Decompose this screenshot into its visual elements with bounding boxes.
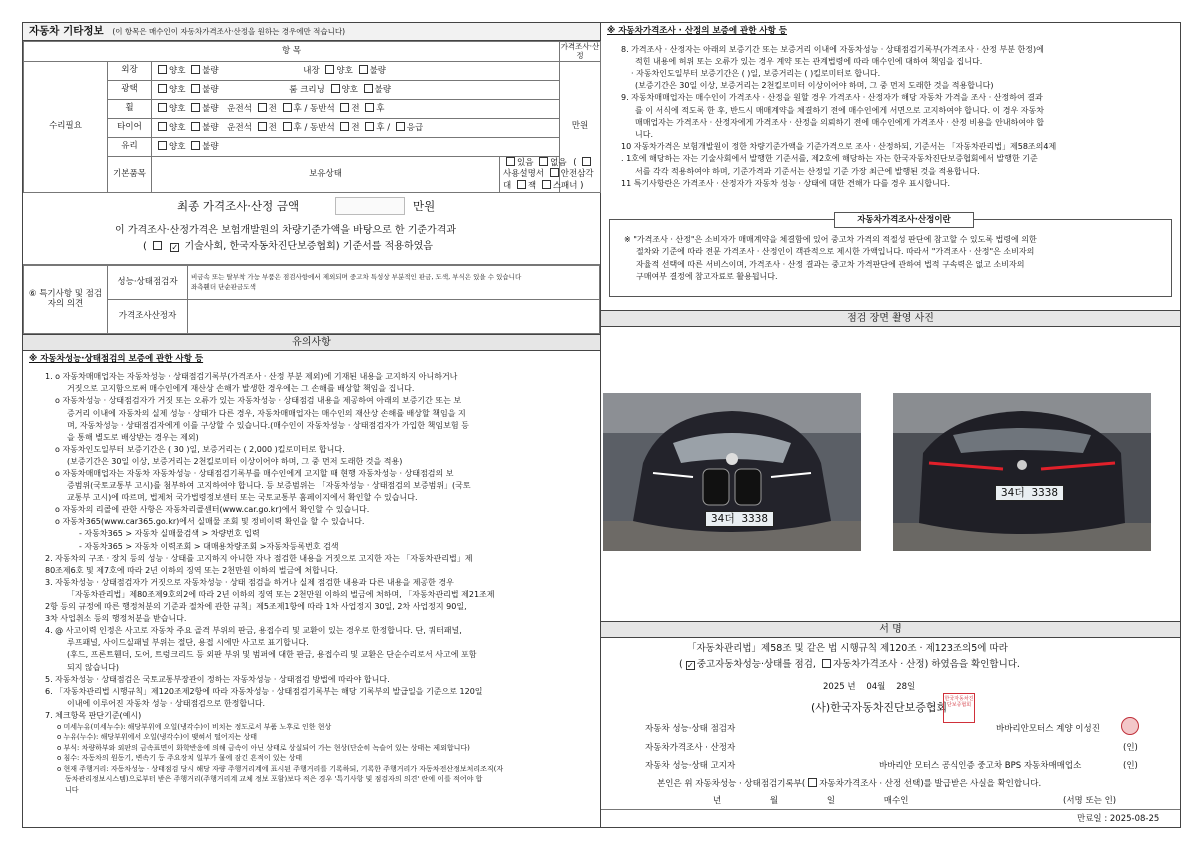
date: 2025 년 04월 28일 bbox=[823, 682, 916, 692]
price-info-box-text bbox=[610, 220, 1171, 283]
checkbox[interactable] bbox=[158, 84, 167, 93]
guarantee-list-line: 니다. bbox=[635, 130, 653, 140]
criteria-line: o 현재 주행거리: 자동차성능 · 상태점검 당시 해당 자량 주행거리계에 표시된 주행거리를 기록하되, 기록한 주행거리가 자동차전산정보처리조직(자 bbox=[57, 764, 504, 773]
front-car-image bbox=[603, 393, 861, 551]
checkbox[interactable] bbox=[191, 103, 200, 112]
left-column bbox=[23, 23, 601, 827]
buyer-date-line: 년 월 일 매수인 bbox=[713, 796, 909, 806]
checkbox[interactable] bbox=[396, 122, 405, 131]
caution-list-line: 7. 체크항목 판단기준(예시) bbox=[45, 710, 142, 720]
checkbox[interactable] bbox=[506, 157, 515, 166]
col-price-header: 가격조사·산정 bbox=[560, 42, 600, 61]
caution-list-line: 3. 자동차성능 · 상태점검자가 거짓으로 자동차성능 · 상태 점검을 하거나 실제 점검한 내용과 다른 내용을 제공한 경우 bbox=[45, 577, 454, 587]
caution-list-line: 2. 자동차의 구조 · 장치 등의 성능 · 상태를 고지하지 아니한 자나 점검한 내용을 거짓으로 고지한 자는 「자동차관리법」제 bbox=[45, 553, 473, 563]
guarantee-list-line: 11 특기사항란은 가격조사 · 산정자가 자동차 성능 · 상태에 대한 견해가 다를 경우 표시합니다. bbox=[621, 178, 951, 188]
row-gloss: 광택 bbox=[108, 80, 152, 99]
inspector-seal-icon bbox=[1121, 717, 1139, 735]
price-info-box bbox=[609, 215, 1172, 297]
checkbox[interactable] bbox=[191, 84, 200, 93]
guarantee-list-line: . 1호에 해당하는 자는 기술사회에서 발행한 기준서를, 제2호에 해당하는 자는 한국자동차진단보증협회에서 발행한 기준 bbox=[621, 154, 1038, 164]
row-glass: 유리 bbox=[108, 137, 152, 156]
checkbox[interactable] bbox=[258, 103, 267, 112]
checkbox[interactable] bbox=[283, 103, 292, 112]
guarantee-list bbox=[601, 40, 1180, 190]
repair-label: 수리필요 bbox=[24, 61, 108, 192]
row-tire: 타이어 bbox=[108, 118, 152, 137]
sign-or-seal: (서명 또는 인) bbox=[1063, 796, 1117, 806]
caution-list-line: - 자동차365 > 자동차 이력조회 > 대매용차량조회 >자동차등록번호 검색 bbox=[79, 541, 339, 551]
guarantee-list-line: 를 이 서식에 적도록 한 후, 반드시 매매계약을 체결하기 전에 매수인에게 서면으로 고지하여야 합니다. 이 경우 자동차 bbox=[635, 105, 1044, 115]
caution-list-line: - 자동차365 > 자동차 실매물검색 > 차량번호 입력 bbox=[79, 529, 260, 539]
price-unit: 만원 bbox=[560, 61, 601, 192]
criteria-line: o 누유(누수): 해당부위에서 오일(냉각수)이 맺혀서 떨어지는 상태 bbox=[57, 733, 257, 742]
caution-list-line: 며, 자동차성능 · 상태점검자에게 이를 구상할 수 있습니다.(매수인이 자동차성능 · 상태점검자가 가입한 책임보험 등 bbox=[67, 420, 469, 430]
perf-notes: 비금속 또는 탈부착 가능 부품은 점검사항에서 제외되며 중고차 특성상 부분적인 판금, 도색, 부식은 있을 수 있습니다 좌측휀더 단순판금도색 bbox=[188, 265, 600, 299]
row-wheel-options: 양호 불량 운전석 전 후 / 동반석 전 후 bbox=[152, 99, 560, 118]
price-assessor-label: 가격조사산정자 bbox=[108, 299, 188, 333]
law-text: 「자동차관리법」제58조 및 같은 법 시행규칙 제120조 · 제123조의5에 따라 bbox=[687, 643, 1008, 654]
caution-header: 유의사항 bbox=[23, 334, 600, 351]
front-photo bbox=[603, 393, 861, 551]
other-info-title-row bbox=[23, 23, 600, 41]
checkbox[interactable] bbox=[331, 84, 340, 93]
special-label: ⑥ 특기사항 및 점검자의 의견 bbox=[24, 265, 108, 333]
confirm-line: 본인은 위 자동차성능 · 상태점검기록부( 자동차가격조사 · 산정 선택)를 발급받은 사실을 확인합니다. bbox=[657, 779, 1042, 789]
caution-list-line: 루프패널, 사이드실패널 부위는 절단, 용접 시에만 사고로 표기합니다. bbox=[67, 638, 309, 648]
checkbox-price[interactable] bbox=[822, 659, 831, 668]
expiry-date: 만료일 : 2025-08-25 bbox=[1077, 814, 1160, 824]
check-line: ( ✓ 중고자동차성능·상태를 점검, 자동차가격조사 · 산정) 하였음을 확인합니다. bbox=[679, 659, 1020, 670]
sig-label-0: 자동차 성능·상태 점검자 bbox=[645, 724, 736, 734]
row-wheel: 휠 bbox=[108, 99, 152, 118]
row-owned: 보유상태 bbox=[152, 156, 500, 192]
row-tire-options: 양호 불량 운전석 전 후 / 동반석 전 후 / 응급 bbox=[152, 118, 560, 137]
checkbox[interactable] bbox=[365, 103, 374, 112]
checkbox[interactable] bbox=[158, 141, 167, 150]
final-price-label: 최종 가격조사·산정 금액 bbox=[177, 198, 300, 213]
basic-label: 기본품목 bbox=[108, 156, 152, 192]
rear-plate: 34더 3338 bbox=[995, 485, 1064, 501]
caution-list-line: 3차 사업취소 등의 행정처분을 받습니다. bbox=[45, 614, 187, 624]
caution-list-line: (보증기간은 30일 이상, 보증거리는 2천킬로미터 이상이어야 하며, 그 중 먼저 도래한 것을 적용) bbox=[67, 456, 403, 466]
criteria-line: o 미세누유(미세누수): 해당부위에 오일(냉각수)이 비치는 정도로서 부품 노후로 인한 현상 bbox=[57, 722, 332, 731]
caution-list-line: o 자동차의 리콜에 관한 사항은 자동차리콜센터(www.car.go.kr)에서 확인할 수 있습니다. bbox=[55, 505, 370, 515]
criteria-line: 동차관리정보시스템)으로부터 받은 주행거리(주행거리계 교체 정보 포함)보다 적은 경우 '특기사항 및 점검자의 의견' 란에 이를 적어야 합 bbox=[65, 775, 483, 784]
checkbox-tech[interactable] bbox=[153, 241, 162, 250]
caution-list-line: 되지 않습니다) bbox=[67, 662, 120, 672]
caution-list-line: 「자동차관리법」제80조제9호의2에 따라 2년 이하의 징역 또는 2천만원 이하의 벌금에 처하며, 「자동차관리법 제21조제 bbox=[67, 589, 495, 599]
checkbox[interactable] bbox=[158, 65, 167, 74]
guarantee-list-line: 8. 가격조사 · 산정자는 아래의 보증기간 또는 보증거리 이내에 자동차성능 · 상태점검기록부(가격조사 · 산정 부분 한정)에 bbox=[621, 44, 1044, 54]
price-assessor-notes bbox=[188, 299, 600, 333]
caution-subhead: ※ 자동차성능·상태점검의 보증에 관한 사항 등 bbox=[29, 353, 204, 364]
guarantee-list-line: · 자동차인도일부터 보증기간은 ( )일, 보증거리는 ( )킬로미터로 합니다. bbox=[631, 69, 881, 79]
caution-list-line: 4. @ 사고이력 인정은 사고로 자동차 주요 골격 부위의 판금, 용접수리 및 교환이 있는 경우로 한정합니다. 단, 쿼터패널, bbox=[45, 626, 462, 636]
caution-list-line: 거짓으로 고지함으로써 매수인에게 재산상 손해가 발생한 경우에는 그 손해를 배상할 책임을 집니다. bbox=[67, 384, 415, 394]
sig-label-2: 자동차 성능·상태 고지자 bbox=[645, 761, 736, 771]
guarantee-list-line: 적힌 내용에 허위 또는 오류가 있는 경우 계약 또는 관계법령에 따라 매수인에 대하여 책임을 집니다. bbox=[635, 56, 983, 66]
checkbox[interactable] bbox=[283, 122, 292, 131]
guarantee-list-line: 10 자동차가격은 보험개발원이 정한 차량기준가액을 기준가격으로 조사 · 산정하되, 기준서는 「자동차관리법」제58조의4제 bbox=[621, 142, 1057, 152]
criteria-line: 니다 bbox=[65, 785, 79, 794]
checkbox[interactable] bbox=[191, 65, 200, 74]
criteria-line: o 침수: 자동차의 원동기, 변속기 등 주요장치 일부가 물에 잠긴 흔적이 있는 상태 bbox=[57, 754, 303, 763]
checkbox-assoc[interactable]: ✓ bbox=[171, 242, 179, 252]
rear-car-image bbox=[893, 393, 1151, 551]
checkbox-confirm[interactable] bbox=[808, 778, 817, 787]
criteria-line: o 부식: 차량하부와 외판의 금속표면이 화학반응에 의해 금속이 아닌 상태로 상실되어 가는 현상(단순히 녹슬어 있는 상태는 제외합니다) bbox=[57, 743, 470, 752]
checkbox[interactable] bbox=[158, 122, 167, 131]
checkbox[interactable] bbox=[517, 180, 526, 189]
caution-list-line: 증거리 이내에 자동차의 실제 성능 · 상태가 다른 경우, 자동차매매업자는 매수인의 재산상 손해를 배상할 책임을 지 bbox=[67, 408, 466, 418]
sig-seal-2: (인) bbox=[1123, 761, 1138, 771]
caution-list-line: o 자동차365(www.car365.go.kr)에서 실매물 조회 및 정비이력 확인을 할 수 있습니다. bbox=[55, 517, 365, 527]
checkbox[interactable] bbox=[340, 122, 349, 131]
caution-list bbox=[23, 367, 600, 795]
basis-text: 이 가격조사·산정가격은 보험개발원의 차량기준가액을 바탕으로 한 기준가격과 bbox=[115, 224, 457, 236]
checkbox[interactable] bbox=[191, 141, 200, 150]
other-info-table bbox=[23, 41, 601, 193]
box-text-line: ※ "가격조사 · 산정"은 소비자가 매매계약을 체결함에 있어 중고차 가격의 적절성 판단에 참고할 수 있도록 법령에 의한 bbox=[624, 235, 1037, 244]
checkbox[interactable] bbox=[365, 122, 374, 131]
caution-list-line: 증범위(국토교통부 고시)를 첨부하여 고지하여야 합니다. 등 보증범위는 「자동차성능 · 상태점검의 보증범위」(국토 bbox=[67, 481, 471, 491]
row-gloss-options: 양호 불량 룸 크리닝 양호 불량 bbox=[152, 80, 560, 99]
caution-list-line: (후드, 프론트휀더, 도어, 트렁크리드 등 외판 부위 및 범퍼에 대한 판금, 용접수리 및 교환은 단순수리로서 사고에 포함 bbox=[67, 650, 477, 660]
checkbox[interactable] bbox=[340, 103, 349, 112]
special-remarks-table bbox=[23, 265, 600, 334]
caution-list-line: o 자동차성능 · 상태점검자가 거짓 또는 오류가 있는 자동차성능 · 상태점검 내용을 제공하여 아래의 보증기간 또는 보 bbox=[55, 396, 462, 406]
front-plate: 34더 3338 bbox=[705, 511, 774, 527]
guarantee-subhead: ※ 자동차가격조사 · 산정의 보증에 관한 사항 등 bbox=[607, 26, 788, 36]
checkbox[interactable] bbox=[542, 180, 551, 189]
caution-list-line: 6. 「자동차관리법 시행규칙」제120조제2항에 따라 자동차성능 · 상태점검기록부는 해당 기록부의 발급일을 기준으로 120일 bbox=[45, 686, 483, 696]
signature-header: 서 명 bbox=[601, 621, 1180, 638]
guarantee-list-line: 서를 각각 적용하여야 하며, 기준가격과 기준서는 산정일 기준 가장 최근에 발행된 것을 적용합니다. bbox=[635, 166, 980, 176]
box-text-line: 절차와 기준에 따라 전문 가격조사 · 산정인이 객관적으로 제시한 가액입니다. 따라서 "가격조사 · 산정"은 소비자의 bbox=[636, 247, 1035, 257]
row-owned-options: 있음 없음 ( 사용설명서 안전삼각대 잭 스패너 ) bbox=[500, 156, 601, 192]
sig-label-1: 자동차가격조사 · 산정자 bbox=[645, 743, 736, 753]
checkbox[interactable] bbox=[325, 65, 334, 74]
box-text-line: 구매여부 결정에 참고자료로 활용됩니다. bbox=[636, 271, 778, 281]
row-exterior-options: 양호 불량 내장 양호 불량 bbox=[152, 61, 560, 80]
col-item-header: 항 목 bbox=[24, 42, 560, 62]
caution-list-line: 80조제6호 및 제7호에 따라 2년 이하의 징역 또는 2천만원 이하의 벌금에 처합니다. bbox=[45, 565, 338, 575]
guarantee-list-line: (보증기간은 30일 이상, 보증거리는 2천킬로미터 이상이어야 하며, 그 중 먼저 도래한 것을 적용합니다) bbox=[635, 81, 994, 91]
photos-header: 점검 장면 촬영 사진 bbox=[601, 310, 1180, 327]
row-glass-options: 양호 불량 bbox=[152, 137, 560, 156]
right-column bbox=[601, 23, 1180, 827]
caution-list-line: 1. o 자동차매매업자는 자동차성능 · 상태점검기록부(가격조사 · 산정 부분 제외)에 기재된 내용을 고지하지 아니하거나 bbox=[45, 372, 458, 382]
other-info-subtitle: (이 항목은 매수인이 자동차가격조사·산정을 원하는 경우에만 적습니다) bbox=[112, 27, 346, 36]
checkbox[interactable] bbox=[364, 84, 373, 93]
final-price-unit: 만원 bbox=[413, 198, 436, 213]
org-name: (사)한국자동차진단보증협회 bbox=[811, 701, 948, 714]
checkbox-performance[interactable]: ✓ bbox=[686, 661, 694, 670]
checkbox[interactable] bbox=[582, 157, 591, 166]
caution-list-line: o 자동차매매업자는 자동차 자동차성능 · 상태점검기록부를 매수인에게 고지할 때 현행 자동차성능 · 상태점검의 보 bbox=[55, 469, 454, 478]
sig-value-1: (인) bbox=[1123, 743, 1138, 753]
caution-list-line: 이내에 이루어진 자동차 성능 · 상태점검으로 한정합니다. bbox=[67, 698, 266, 708]
association-seal: 한국자동차진단보증협회 bbox=[943, 693, 975, 723]
caution-list-line: 교통부 고시)에 따르며, 법제처 국가법령정보센터 또는 국토교통부 홈페이지에서 확인할 수 있습니다. bbox=[67, 493, 418, 503]
checkbox[interactable] bbox=[359, 65, 368, 74]
perf-label: 성능·상태점검자 bbox=[108, 265, 188, 299]
caution-list-line: 5. 자동차성능 · 상태점검은 국토교통부장관이 정하는 자동차성능 · 상태점검 방법에 따라야 합니다. bbox=[45, 674, 390, 684]
checkbox[interactable] bbox=[191, 122, 200, 131]
checkbox[interactable] bbox=[539, 157, 548, 166]
caution-list-line: 2항 등의 규정에 따른 행정처분의 기준과 절차에 관한 규칙」제5조제1항에 따라 1차 사업정지 30일, 2차 사업정지 90일, bbox=[45, 602, 467, 612]
other-info-title: 자동차 기타정보 bbox=[29, 25, 104, 37]
final-price-input[interactable] bbox=[335, 197, 405, 215]
guarantee-list-line: 매매업자는 가격조사 · 산정자에게 가격조사 · 산정을 의뢰하기 전에 매수인에게 가격조사 · 산정 비용을 안내하여야 합 bbox=[635, 117, 1044, 127]
rear-photo bbox=[893, 393, 1151, 551]
price-info-box-title: 자동차가격조사·산정이란 bbox=[834, 212, 974, 228]
checkbox[interactable] bbox=[550, 168, 559, 177]
box-text-line: 자율적 선택에 따른 서비스이며, 가격조사 · 산정 결과는 중고차 가격판단에 관하여 법적 구속력은 없고 소비자의 bbox=[636, 259, 1025, 269]
sig-value-0: 바바리안모터스 계양 이성진 bbox=[996, 724, 1100, 734]
sig-value-2: 바바리안 모터스 공식인증 중고차 BPS 자동차매매업소 bbox=[879, 761, 1082, 771]
basis-options: ( ✓ 기술사회, 한국자동차진단보증협회) 기준서를 적용하였음 bbox=[143, 240, 433, 252]
caution-list-line: 을 통해 별도로 배상받는 경우는 제외) bbox=[67, 432, 199, 442]
inspection-record-page bbox=[22, 22, 1181, 828]
final-price-block bbox=[23, 193, 600, 265]
row-exterior: 외장 bbox=[108, 61, 152, 80]
caution-list-line: o 자동차인도일부터 보증기간은 ( 30 )일, 보증거리는 ( 2,000 )킬로미터로 합니다. bbox=[55, 444, 345, 454]
checkbox[interactable] bbox=[158, 103, 167, 112]
checkbox[interactable] bbox=[258, 122, 267, 131]
guarantee-list-line: 9. 자동차매매업자는 매수인이 가격조사 · 산정을 원할 경우 가격조사 · 산정자가 해당 자동차 가격을 조사 · 산정하여 결과 bbox=[621, 93, 1043, 103]
